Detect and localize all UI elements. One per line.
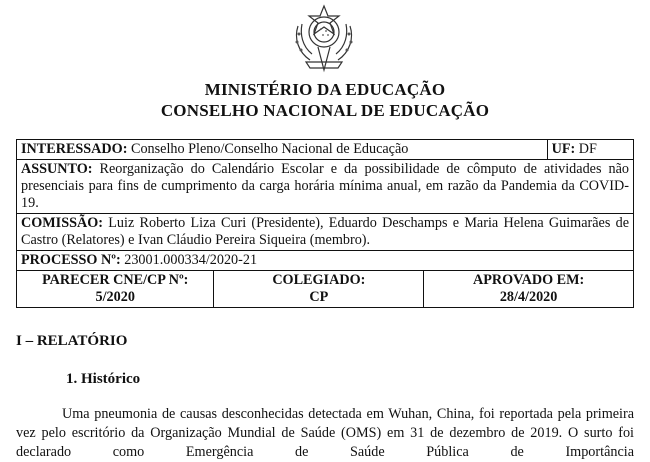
brazil-coat-of-arms-icon bbox=[288, 4, 360, 74]
aprovado-value: 28/4/2020 bbox=[499, 289, 558, 305]
comissao-cell bbox=[17, 214, 634, 251]
colegiado-value: CP bbox=[309, 289, 329, 305]
assunto-row bbox=[17, 160, 634, 214]
parecer-label: PARECER CNE/CP Nº: bbox=[42, 272, 189, 288]
ministry-heading: MINISTÉRIO DA EDUCAÇÃO bbox=[204, 80, 446, 99]
section-historico-title: 1. Histórico bbox=[66, 371, 141, 387]
interessado-cell bbox=[17, 140, 548, 160]
section-relatorio-title: I – RELATÓRIO bbox=[16, 333, 128, 349]
colegiado-cell bbox=[214, 271, 424, 308]
document-info-table bbox=[16, 139, 634, 308]
processo-cell bbox=[17, 251, 634, 271]
parecer-cell bbox=[17, 271, 214, 308]
assunto-value: Reorganização do Calendário Escolar e da possibilidade de cômputo de atividades não presenciais para fins de cumprimento da carga horária mínima anual, em razão da Pandemia da COVID-19. bbox=[21, 161, 630, 211]
council-heading: CONSELHO NACIONAL DE EDUCAÇÃO bbox=[160, 101, 490, 120]
parecer-value: 5/2020 bbox=[95, 289, 135, 305]
uf-value: DF bbox=[578, 141, 597, 157]
comissao-value: Luiz Roberto Liza Curi (Presidente), Eduardo Deschamps e Maria Helena Guimarães de Castro (Relatores) e Ivan Cláudio Pereira Siqueira (membro). bbox=[21, 215, 629, 248]
interessado-row bbox=[17, 140, 634, 160]
comissao-row bbox=[17, 214, 634, 251]
historico-paragraph bbox=[16, 405, 634, 462]
processo-label: PROCESSO Nº: bbox=[21, 252, 121, 268]
aprovado-cell bbox=[424, 271, 634, 308]
assunto-cell bbox=[17, 160, 634, 214]
aprovado-label: APROVADO EM: bbox=[472, 272, 585, 288]
assunto-label: ASSUNTO: bbox=[21, 161, 93, 177]
processo-row bbox=[17, 251, 634, 271]
interessado-label: INTERESSADO: bbox=[21, 141, 128, 157]
processo-value: 23001.000334/2020-21 bbox=[124, 252, 258, 268]
historico-paragraph-text: Uma pneumonia de causas desconhecidas detectada em Wuhan, China, foi reportada pela primeira vez pelo escritório da Organização Mundial de Saúde (OMS) em 31 de dezembro de 2019. O surto foi declarado como Emergência de Saúde Pública de Importância bbox=[16, 406, 634, 460]
comissao-label: COMISSÃO: bbox=[21, 215, 103, 231]
interessado-value: Conselho Pleno/Conselho Nacional de Educação bbox=[130, 141, 409, 157]
uf-cell bbox=[547, 140, 633, 160]
parecer-row bbox=[17, 271, 634, 308]
uf-label: UF: bbox=[551, 141, 576, 157]
colegiado-label: COLEGIADO: bbox=[272, 272, 366, 288]
